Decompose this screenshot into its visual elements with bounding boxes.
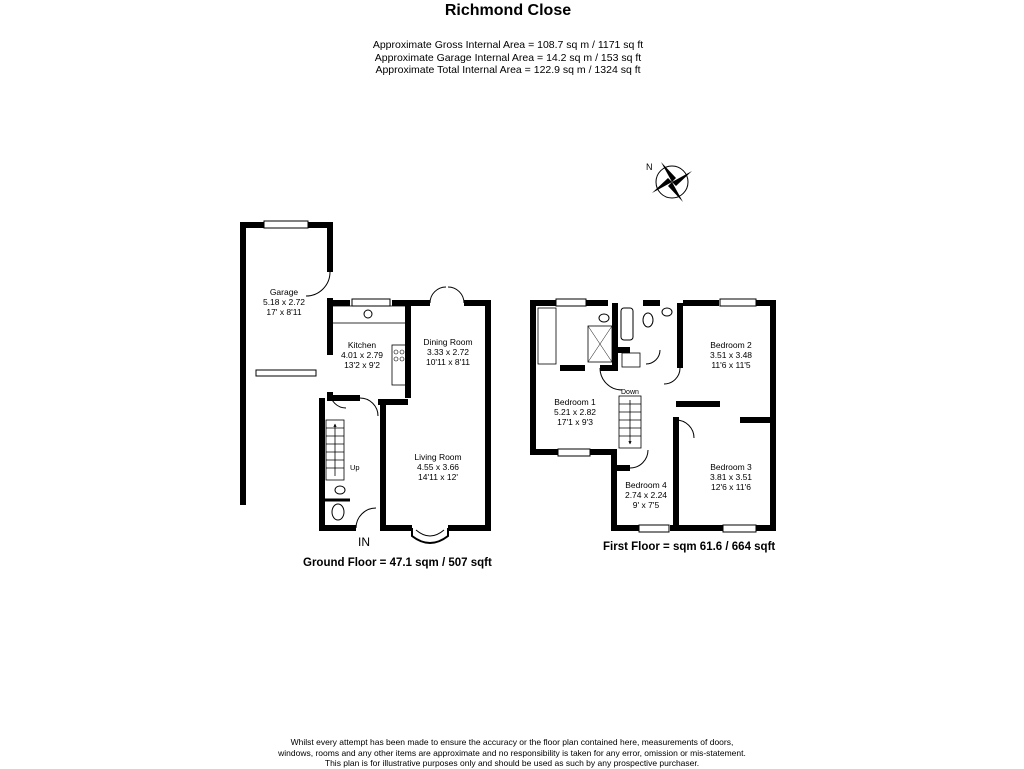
kitchen-label [341, 340, 383, 370]
garage-area-line: Approximate Garage Internal Area = 14.2 sq m / 153 sq ft [374, 51, 642, 64]
garage-window-icon [264, 221, 308, 228]
hall-door-icon [360, 398, 378, 416]
bedroom4-metric: 2.74 x 2.24 [624, 490, 668, 500]
bedroom1-label [554, 397, 596, 427]
living-room-label [414, 452, 461, 482]
bedroom3-window-icon [723, 525, 756, 532]
stairs-down-label: Down [621, 389, 639, 396]
garage-imperial: 17' x 8'11 [266, 307, 302, 317]
dining-room-metric: 3.33 x 2.72 [426, 347, 470, 357]
dining-room-imperial: 10'11 x 8'11 [425, 357, 471, 367]
bath-icon [621, 308, 633, 340]
bedroom4-imperial: 9' x 7'5 [632, 500, 660, 510]
first-floor-plan [533, 299, 773, 532]
disclaimer-line: windows, rooms and any other items are approximate and no responsibility is taken for any error, omission or mis-statement. [278, 747, 746, 758]
ensuite-basin-icon [599, 314, 609, 322]
bedroom1-door-icon [600, 368, 622, 390]
wardrobe-icon [538, 308, 556, 364]
bedroom3-metric: 3.81 x 3.51 [709, 472, 753, 482]
bedroom4-window-icon [639, 525, 669, 532]
kitchen-name: Kitchen [347, 340, 377, 350]
garage-side-door-icon [306, 272, 330, 296]
first-floor-title: First Floor = sqm 61.6 / 664 sqft [603, 541, 776, 553]
compass-north-label: N [646, 162, 653, 172]
ground-floor-plan [243, 221, 488, 549]
stairs-up-label: Up [350, 463, 360, 472]
kitchen-metric: 4.01 x 2.79 [340, 350, 384, 360]
kitchen-imperial: 13'2 x 9'2 [344, 360, 380, 370]
garage-door-icon [256, 370, 316, 376]
kitchen-worktop [332, 306, 406, 323]
front-door-icon [356, 508, 376, 528]
ground-floor-title: Ground Floor = 47.1 sqm / 507 sqft [303, 557, 492, 569]
bedroom2-window-icon [720, 299, 756, 306]
bedroom2-door-icon [664, 368, 680, 384]
garage-walls [243, 225, 330, 505]
bedroom1-metric: 5.21 x 2.82 [553, 407, 597, 417]
bedroom3-label [710, 462, 752, 492]
bedroom4-label [625, 480, 667, 510]
entrance-label: IN [358, 535, 370, 549]
bedroom1-rear-window-icon [558, 449, 590, 456]
wc-icon [332, 504, 344, 520]
stairs-down-icon [619, 396, 641, 448]
kitchen-window-icon [352, 299, 390, 306]
toilet-icon [643, 313, 653, 327]
garage-name: Garage [269, 287, 299, 297]
disclaimer-line: This plan is for illustrative purposes only and should be used as such by any prospective purchaser. [324, 758, 700, 768]
stairs-up-icon [326, 420, 344, 480]
patio-doors-icon [430, 287, 464, 303]
total-area-line: Approximate Total Internal Area = 122.9 sq m / 1324 sq ft [375, 64, 641, 76]
bedroom1-name: Bedroom 1 [554, 397, 596, 407]
disclaimer [212, 737, 812, 769]
bedroom4-door-icon [630, 450, 648, 468]
bedroom1-imperial: 17'1 x 9'3 [557, 417, 593, 427]
airing-cupboard-icon [622, 353, 640, 367]
garage-label [263, 287, 305, 317]
dining-room-label [423, 337, 472, 367]
dining-room-name: Dining Room [423, 337, 473, 347]
living-room-imperial: 14'11 x 12' [418, 472, 458, 482]
bedroom1-window-icon [556, 299, 586, 306]
gross-area-line: Approximate Gross Internal Area = 108.7 sq m / 1171 sq ft [372, 39, 644, 51]
bedroom4-name: Bedroom 4 [625, 480, 667, 490]
bedroom2-metric: 3.51 x 3.48 [709, 350, 753, 360]
bedroom2-name: Bedroom 2 [710, 340, 752, 350]
bathroom-basin-icon [662, 308, 672, 316]
disclaimer-line: Whilst every attempt has been made to ensure the accuracy or the floor plan contained here, measurements of doors, [290, 737, 734, 747]
compass-rose-icon [646, 162, 692, 202]
bedroom2-imperial: 11'6 x 11'5 [711, 360, 751, 370]
bedroom3-name: Bedroom 3 [710, 462, 752, 472]
bedroom3-imperial: 12'6 x 11'6 [711, 482, 751, 492]
plan-title: Richmond Close [444, 2, 572, 19]
bathroom-door-icon [646, 350, 660, 364]
living-room-name: Living Room [414, 452, 462, 462]
bedroom2-label [710, 340, 752, 370]
living-room-metric: 4.55 x 3.66 [416, 462, 460, 472]
cloakroom-basin-icon [335, 486, 345, 494]
garage-metric: 5.18 x 2.72 [262, 297, 306, 307]
kitchen-sink-icon [364, 310, 372, 318]
